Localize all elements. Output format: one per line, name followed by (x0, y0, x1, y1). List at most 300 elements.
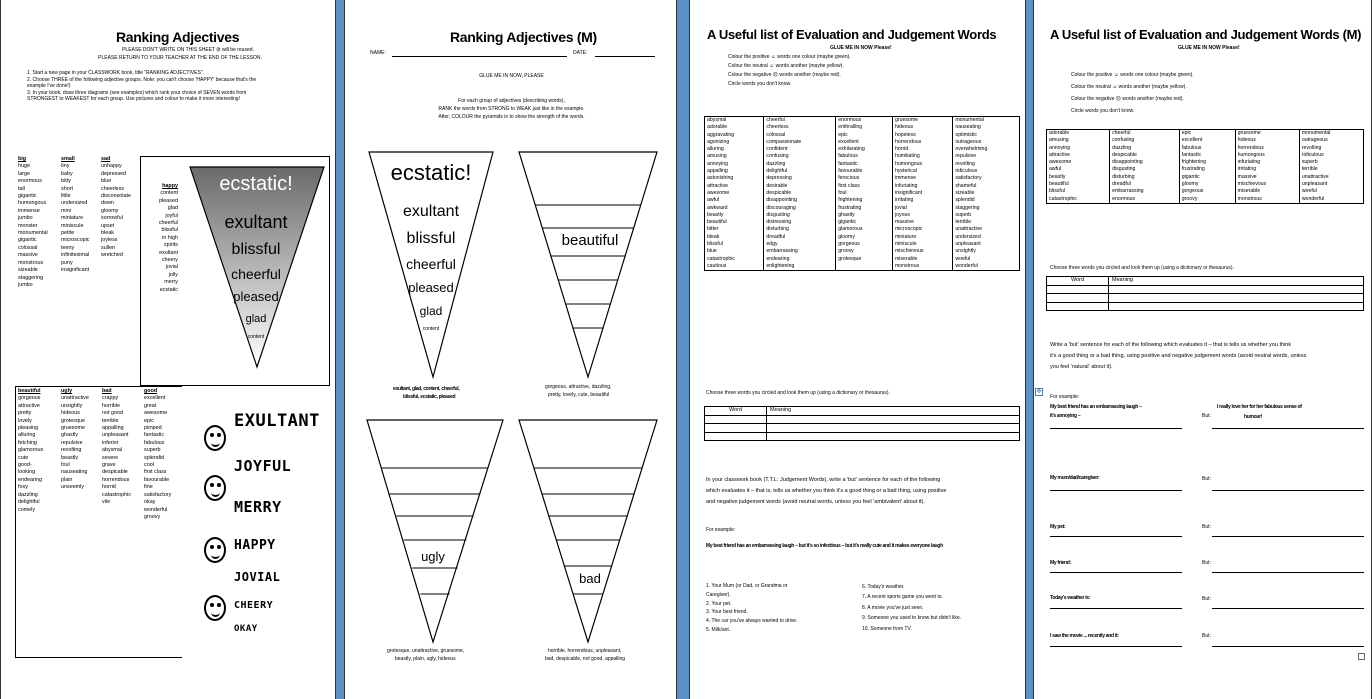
word-item: content (160, 190, 178, 197)
funnel-word-1: ecstatic! (219, 173, 293, 195)
word-table (1046, 129, 1364, 204)
word-cell: edgy (766, 241, 778, 248)
answer-line (1212, 572, 1364, 573)
page-title: A Useful list of Evaluation and Judgement Words (M) (1050, 27, 1362, 42)
step-2: 2. Choose THREE of the following adjective groups. Note: you can't choose 'HAPPY' because that's the (27, 76, 257, 83)
word-item: gruesome (61, 425, 85, 432)
word-item: cheerless (101, 185, 125, 192)
word-cell: dreadful (1112, 181, 1131, 188)
word-cell: unpleasant (955, 241, 981, 248)
colour-rule-4: Circle words you don't know. (728, 81, 792, 87)
word-cell: delightful (766, 168, 788, 175)
word-cell: frightening (838, 197, 863, 204)
move-handle-icon[interactable]: ✥ (1036, 389, 1042, 395)
word-item: gigantic (18, 193, 37, 200)
word-cell: superb (955, 211, 972, 218)
word-cell: frustrating (1181, 166, 1205, 173)
word-item: terrible (102, 417, 119, 424)
word-cell: horrid (894, 146, 909, 153)
word-item: unhappy (101, 163, 122, 170)
prompt-item: 7. A recent sports game you went to. (862, 594, 943, 601)
worksheet-page-1 (0, 0, 336, 699)
word-item: unpleasant (102, 432, 129, 439)
group-good: good excellent great awesome epic pimped fantastic fabulous superb splendid cool first class favourable fine satisfactory okay wonderful groovy (144, 388, 172, 520)
word-cell: gruesome (894, 117, 919, 123)
word-cell: adorable (707, 124, 728, 131)
prompt-4: Today's weather is: (1050, 595, 1091, 601)
but-label: But: (1202, 633, 1211, 639)
word-cell: insignificant (894, 189, 923, 196)
caption-bad-1: horrible, horrendous, unpleasant, (548, 648, 622, 654)
word-cell: gloomy (1181, 181, 1199, 188)
caption-ugly-2: beastly, plain, ugly, hideous (395, 656, 456, 662)
word-item: gigantic (18, 237, 37, 244)
prompt-list-left (706, 582, 797, 635)
word-cell: frustrating (838, 204, 862, 211)
lookup-instruction: Choose three words you circled and look them up (using a dictionary or thesaurus). (1050, 265, 1234, 271)
prompt-item: 10. Someone from TV. (862, 625, 912, 632)
word-item: enormous (18, 178, 42, 185)
word-cell: catastrophic (707, 255, 735, 262)
word-cell: gorgeous (1181, 188, 1204, 195)
word-cell: sizeable (955, 189, 975, 196)
answer-line (1050, 536, 1182, 537)
example-word-2: exultant (402, 203, 460, 220)
face-word-7: OKAY (234, 624, 258, 634)
word-item: catastrophic (102, 491, 132, 498)
face-word-6: CHEERY (234, 600, 274, 611)
word-cell: superb (1301, 159, 1318, 166)
but-instruction-3: you feel 'natural' about it). (1050, 364, 1113, 370)
word-item: colossal (18, 244, 38, 251)
word-cell: bleak (707, 233, 720, 240)
example-right-1: I really love her for her fabulous sense of (1217, 404, 1302, 410)
word-cell: compassionate (766, 138, 802, 145)
word-cell: monstrous (1237, 195, 1262, 202)
meaning-table (704, 406, 1020, 441)
prompt-item: 9. Someone you used to know but didn't like. (862, 615, 962, 622)
word-cell (838, 263, 890, 270)
answer-line (1050, 490, 1182, 491)
worksheet-page-3 (689, 0, 1026, 699)
word-cell: monumental (955, 117, 984, 123)
group-beautiful: beautiful gorgeous attractive pretty lovely pleasing alluring fetching glamorous cute good- looking endearing foxy dazzling delightful comely (18, 388, 44, 513)
word-item: grave (102, 462, 116, 469)
word-item: vile (102, 499, 111, 506)
word-cell: miserable (1237, 188, 1261, 195)
word-cell: humiliating (894, 153, 920, 160)
word-cell: revolting (955, 160, 975, 167)
colour-rule-3: Colour the negative ☹ words another (maybe red). (728, 72, 841, 78)
word-item: superb (144, 447, 161, 454)
word-item: large (18, 170, 30, 177)
word-item: sizeable (18, 267, 38, 274)
word-cell: groovy (1181, 195, 1198, 202)
word-cell: grotesque (838, 255, 862, 262)
word-cell: ridiculous (955, 168, 978, 175)
word-item: glamorous (18, 447, 44, 454)
word-item: ghastly (61, 432, 79, 439)
word-item: gloomy (101, 207, 119, 214)
word-cell: awful (1049, 166, 1062, 173)
word-cell: dazzling (766, 160, 786, 167)
word-item: hideous (61, 410, 80, 417)
but-label: But: (1202, 413, 1211, 419)
word-cell: appalling (707, 168, 728, 175)
word-cell: terrible (955, 219, 972, 226)
prompt-item: 5. Milk/ant. (706, 626, 731, 633)
word-cell: favourable (838, 168, 863, 175)
word-cell: desirable (766, 182, 788, 189)
word-cell: cheerless (766, 124, 789, 131)
example-left-2: it's annoying – (1050, 413, 1081, 419)
prompt-item: 3. Your best friend. (706, 609, 748, 616)
word-item: awesome (144, 410, 168, 417)
word-cell: massive (894, 219, 914, 226)
step-3-cont: STRONGEST to WEAKEST for each group. Use pictures and colour to make it more interesting! (27, 96, 240, 103)
word-cell: blue (707, 248, 717, 255)
word-cell: awesome (707, 189, 730, 196)
word-item: cool (144, 462, 154, 469)
prompt-item: 1. Your Mum (or Dad, or Grandma or (706, 583, 788, 589)
word-item: pleasing (18, 425, 39, 432)
word-cell: disappointing (766, 197, 797, 204)
word-cell: immense (894, 175, 916, 182)
word-item: horrid (102, 484, 116, 491)
word-cell: disappointing (1112, 159, 1143, 166)
word-cell: attractive (1049, 151, 1071, 158)
example-left-1: My best friend has an embarrassing laugh – (1050, 404, 1142, 410)
word-item: comely (18, 506, 36, 513)
word-cell: fantastic (838, 160, 858, 167)
word-cell: staggering (955, 204, 980, 211)
example-label: For example: (706, 527, 736, 533)
word-item: petite (61, 230, 75, 237)
word-item: little (61, 193, 71, 200)
example-word-7: content (422, 326, 440, 332)
meaning-header: Meaning (1109, 277, 1364, 286)
word-item: massive (18, 252, 38, 259)
caption-happy-2: blissful, ecstatic, pleased (403, 394, 456, 400)
word-item: grotesque (61, 417, 85, 424)
face-icon (204, 475, 226, 501)
word-column (892, 117, 952, 271)
word-item: bleak (101, 230, 114, 237)
word-cell: monstrous (894, 262, 920, 269)
word-cell: wonderful (1301, 195, 1325, 202)
word-cell: shameful (955, 182, 977, 189)
instruction-1: For each group of adjectives (describing words), (458, 98, 565, 104)
word-item: alluring (18, 432, 36, 439)
word-cell: woeful (1301, 188, 1317, 195)
example-label: For example: (1050, 394, 1080, 400)
face-word-2: JOYFUL (234, 457, 292, 475)
group-big: big huge large enormous tall gigantic humongous immense jumbo monster monumental gigantic colossal massive monstrous sizeable staggering jumbo (18, 156, 48, 288)
word-item: humongous (18, 200, 47, 207)
word-cell: agonizing (707, 138, 730, 145)
word-cell: blissful (707, 241, 723, 248)
word-cell: fabulous (1181, 144, 1202, 151)
word-cell: revolting (1301, 144, 1322, 151)
lookup-instruction: Choose three words you circled and look them up (using a dictionary or thesaurus). (706, 390, 890, 396)
word-column (953, 117, 1020, 271)
word-cell: optimistic (955, 131, 977, 138)
resize-handle-icon[interactable] (1358, 653, 1365, 660)
word-cell: mischievous (1237, 181, 1267, 188)
word-cell: embarrassing (766, 248, 798, 255)
word-item: horrible (102, 402, 120, 409)
answer-line (1050, 428, 1182, 429)
word-cell: foul (838, 189, 847, 196)
prompt-item: Caregiver). (706, 591, 731, 598)
word-cell: frightening (1181, 159, 1206, 166)
word-item: unattractive (61, 395, 89, 402)
word-cell: joyous (894, 211, 910, 218)
word-item: fine (144, 484, 153, 491)
group-bad: bad crappy horrible not good terrible appalling unpleasant inferior abysmal severe grave despicable horrendous horrid catastrophic vile (102, 388, 132, 506)
word-cell: abysmal (707, 117, 727, 123)
word-item: crappy (102, 395, 119, 402)
answer-line (1050, 608, 1182, 609)
word-item: tiny (61, 163, 70, 170)
steps-list (27, 70, 256, 103)
word-cell: gruesome (1237, 130, 1261, 136)
date-label: DATE: (573, 50, 588, 56)
pyramid-diagrams (345, 0, 677, 699)
word-item: delightful (18, 499, 40, 506)
word-item: short (61, 185, 73, 192)
but-instruction-3: and negative judgement words (avoid neutral words, unless you feel 'ambivalent' about it). (706, 499, 925, 505)
word-cell: unsightly (955, 248, 976, 255)
word-item: monster (18, 222, 38, 229)
step-3: 3. In your book, draw three diagrams (see examples) which rank your choice of SEVEN words from (27, 89, 247, 96)
funnel-word-2: exultant (224, 212, 288, 232)
face-word-3: MERRY (234, 498, 282, 516)
word-cell: cheerful (766, 117, 785, 123)
pyramid-label-bad: bad (579, 571, 601, 586)
word-item: jolly (168, 271, 178, 278)
word-item: plain (61, 476, 73, 483)
word-item: merry (164, 279, 178, 286)
word-cell: horrendous (1237, 144, 1264, 151)
word-item: good- (18, 462, 32, 469)
word-cell: miniature (894, 233, 917, 240)
but-label: But: (1202, 560, 1211, 566)
word-header: Word (705, 407, 767, 416)
word-item: teeny (61, 244, 75, 251)
word-cell: ferocious (838, 175, 860, 182)
word-item: cheery (161, 257, 178, 264)
word-item: microscopic (61, 237, 90, 244)
colour-rule-1: Colour the positive ☺ words one colour (maybe green). (728, 54, 851, 60)
word-cell: catastrophic (1049, 195, 1077, 202)
word-item: beastly (61, 454, 79, 461)
word-item: inferior (102, 439, 119, 446)
word-cell: epic (1181, 130, 1192, 136)
word-column (1299, 130, 1363, 204)
word-cell: confusing (766, 153, 789, 160)
example-word-1: ecstatic! (390, 160, 472, 185)
word-cell: awkward (707, 204, 728, 211)
word-item: pimped (144, 425, 162, 432)
word-cell: astonishing (707, 175, 734, 182)
word-cell: repulsive (955, 153, 977, 160)
face-word-1: EXULTANT (234, 411, 320, 431)
answer-line (1050, 646, 1182, 647)
word-cell: disturbing (766, 226, 789, 233)
word-column (705, 117, 764, 271)
prompt-1: My mum/dad/caregiver: (1050, 475, 1100, 481)
word-cell: annoying (1049, 144, 1071, 151)
word-cell: splendid (955, 197, 975, 204)
word-cell: hideous (894, 124, 914, 131)
word-item: down (101, 200, 114, 207)
word-item: infinitesimal (61, 252, 90, 259)
prompt-item: 8. A movie you've just seen. (862, 604, 924, 611)
word-cell: enthralling (838, 124, 863, 131)
word-item: revolting (61, 447, 82, 454)
word-item: despicable (102, 469, 128, 476)
word-item: first class (144, 469, 167, 476)
word-cell: jovial (894, 204, 907, 211)
word-cell: glamorous (838, 226, 863, 233)
caption-bad-2: bad, despicable, not good, appalling (545, 656, 626, 662)
word-item: cheerful (158, 220, 178, 227)
word-cell: wonderful (955, 262, 978, 269)
word-cell: nauseating (955, 124, 981, 131)
prompt-5: I saw the movie ... recently and it: (1050, 633, 1119, 639)
group-happy: happy content pleased glad joyful cheerful blissful in high spirits exultant cheery jovial jolly merry ecstatic (156, 183, 178, 294)
word-item: mini (61, 207, 71, 214)
word-cell: aggravating (707, 131, 735, 138)
page-title: A Useful list of Evaluation and Judgement Words (707, 27, 997, 42)
notice-line-2: PLEASE RETURN TO YOUR TEACHER AT THE END OF THE LESSON. (98, 55, 262, 61)
word-item: wretched (101, 252, 123, 259)
word-item: nauseating (61, 469, 88, 476)
word-cell: beautiful (707, 219, 727, 226)
answer-line (1212, 646, 1364, 647)
word-cell: excellent (1181, 137, 1203, 144)
funnel-word-6: glad (245, 313, 267, 325)
word-cell: bitter (707, 226, 719, 233)
word-cell: undersized (955, 233, 981, 240)
word-item: unsightly (61, 402, 83, 409)
word-cell: gorgeous (838, 241, 860, 248)
worksheet-page-4 (1033, 0, 1372, 699)
word-cell: humongous (1237, 151, 1265, 158)
word-cell: colossal (766, 131, 786, 138)
page-title: Ranking Adjectives (M) (450, 29, 597, 45)
example-word-6: glad (419, 304, 443, 318)
word-header: Word (1047, 277, 1109, 286)
word-cell: gigantic (838, 219, 857, 226)
but-label: But: (1202, 476, 1211, 482)
word-item: sorrowful (101, 215, 123, 222)
prompt-2: My pet: (1050, 524, 1066, 530)
word-item: unseemly (61, 484, 85, 491)
word-item: groovy (144, 513, 161, 520)
word-cell: outrageous (1301, 137, 1328, 144)
word-cell: cheerful (1112, 130, 1131, 136)
word-item: foxy (18, 484, 28, 491)
word-item: pleased (159, 197, 178, 204)
word-item: satisfactory (144, 491, 172, 498)
prompt-list-right (862, 582, 961, 634)
instruction-3: After, COLOUR the pyramids in to show the strength of the words. (438, 114, 585, 120)
word-item: upset (101, 222, 115, 229)
word-item: appalling (102, 425, 124, 432)
word-item: fetching (18, 439, 37, 446)
word-item: in high (162, 234, 178, 241)
word-cell: infuriating (1237, 159, 1261, 166)
word-item: lovely (18, 417, 32, 424)
word-cell: hideous (1237, 137, 1256, 144)
word-item: horrendous (102, 476, 130, 483)
word-cell: outrageous (955, 138, 982, 145)
word-item: epic (144, 417, 154, 424)
word-cell: first class (838, 182, 860, 189)
word-cell: miniscule (894, 241, 917, 248)
word-column (764, 117, 836, 271)
but-instruction-1: Write a 'but' sentence for each of the following which evaluates it – that is tells us whether you think (1050, 342, 1292, 348)
word-item: abysmal (102, 447, 123, 454)
glue-note: GLUE ME IN NOW Please! (1178, 45, 1240, 51)
word-cell: epic (838, 131, 848, 138)
word-item: excellent (144, 395, 166, 402)
but-label: But: (1202, 524, 1211, 530)
word-cell: beautiful (1049, 181, 1069, 188)
step-2-cont: example I've done!) (27, 83, 71, 90)
word-cell: woeful (955, 255, 971, 262)
name-label: NAME: (370, 50, 386, 56)
word-item: jumbo (18, 281, 33, 288)
word-item: foul (61, 462, 70, 469)
word-item: cute (18, 454, 29, 461)
colour-rule-3: Colour the negative ☹ words another (maybe red). (1071, 96, 1184, 102)
example-word-5: pleased (408, 280, 454, 295)
word-item: spirits (163, 242, 178, 249)
word-item: blissful (161, 227, 178, 234)
word-cell: unpleasant (1301, 181, 1328, 188)
word-item: monstrous (18, 259, 44, 266)
group-sad: sad unhappy depressed blue cheerless disconsolate down gloomy sorrowful upset bleak joyless sullen wretched (101, 156, 131, 259)
word-item: undersized (61, 200, 88, 207)
word-cell: alluring (707, 146, 724, 153)
caption-ugly-1: grotesque, unattractive, gruesome, (387, 648, 465, 654)
funnel-word-5: pleased (233, 289, 279, 304)
word-cell: infuriating (894, 182, 918, 189)
word-cell: discouraging (766, 204, 796, 211)
word-cell: fantastic (1181, 151, 1202, 158)
word-item: endearing (18, 476, 42, 483)
glue-note: GLUE ME IN NOW Please! (830, 45, 892, 51)
word-cell: amusing (1049, 137, 1069, 144)
word-item: pretty (18, 410, 32, 417)
word-cell: satisfactory (955, 175, 982, 182)
word-cell: embarrassing (1112, 188, 1144, 195)
answer-line (1212, 608, 1364, 609)
prompt-3: My friend: (1050, 560, 1071, 566)
word-cell: enlightening (766, 262, 795, 269)
example-word-4: cheerful (406, 256, 456, 272)
word-cell: despicable (766, 189, 792, 196)
word-cell: microscopic (894, 226, 923, 233)
word-cell: ridiculous (1301, 151, 1324, 158)
page-title: Ranking Adjectives (116, 29, 240, 45)
word-column (1047, 130, 1110, 204)
word-cell: beastly (1049, 173, 1066, 180)
word-cell: humongous (894, 160, 923, 167)
